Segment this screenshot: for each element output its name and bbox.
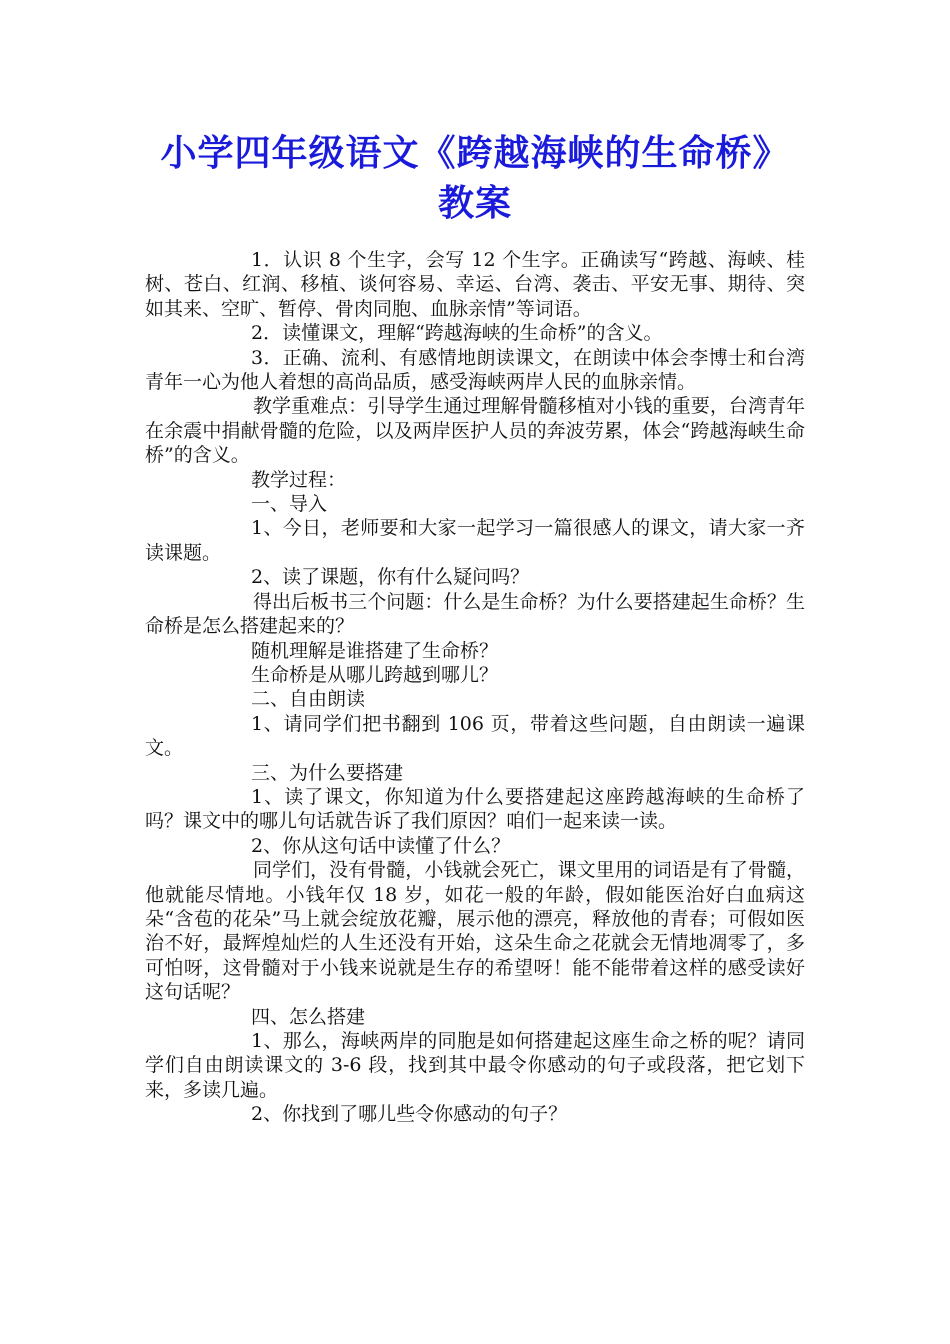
paragraph: 随机理解是谁搭建了生命桥？ (251, 639, 499, 662)
document-body (145, 248, 805, 1127)
section-heading-reading: 二、自由朗读 (251, 688, 366, 711)
paragraph: 1、今日，老师要和大家一起学习一篇很感人的课文，请大家一齐读课题。 (145, 517, 805, 564)
paragraph: 2、读了课题，你有什么疑问吗？ (251, 566, 530, 589)
paragraph-goal-3: 3．正确、流利、有感情地朗读课文，在朗读中体会李博士和台湾青年一心为他人着想的高尚品质，感受海峡两岸人民的血脉亲情。 (145, 346, 805, 394)
paragraph-process-heading: 教学过程： (251, 468, 347, 491)
paragraph: 得出后板书三个问题：什么是生命桥？为什么要搭建起生命桥？生命桥是怎么搭建起来的？ (145, 590, 805, 638)
paragraph: 1、请同学们把书翻到 106 页，带着这些问题，自由朗读一遍课文。 (145, 712, 805, 760)
paragraph: 生命桥是从哪儿跨越到哪儿？ (251, 663, 499, 686)
paragraph: 1、那么，海峡两岸的同胞是如何搭建起这座生命之桥的呢？请同学们自由朗读课文的 3-6 段，找到其中最令你感动的句子或段落，把它划下来，多读几遍。 (145, 1030, 805, 1101)
section-heading-how: 四、怎么搭建 (251, 1005, 366, 1028)
paragraph: 2、你从这句话中读懂了什么？ (251, 834, 511, 857)
paragraph-goal-2: 2．读懂课文，理解“跨越海峡的生命桥”的含义。 (251, 322, 663, 345)
document-title: 小学四年级语文《跨越海峡的生命桥》教案 (160, 132, 790, 224)
paragraph-goal-1: 1．认识 8 个生字，会写 12 个生字。正确读写“跨越、海峡、桂树、苍白、红润、移植、谈何容易、幸运、台湾、袭击、平安无事、期待、突如其来、空旷、暂停、骨肉同胞、血脉亲情”等词语。 (145, 249, 805, 320)
section-heading-intro: 一、导入 (251, 493, 328, 516)
section-heading-why: 三、为什么要搭建 (251, 761, 404, 784)
paragraph: 2、你找到了哪儿些令你感动的句子？ (251, 1103, 568, 1126)
paragraph: 同学们，没有骨髓，小钱就会死亡，课文里用的词语是有了骨髓，他就能尽情地。小钱年仅 18 岁，如花一般的年龄，假如能医治好白血病这朵“含苞的花朵”马上就会绽放花瓣，展示他的漂亮，释放他的青春；可假如医治不好，最辉煌灿烂的人生还没有开始，这朵生命之花就会无情地凋零了，多可怕呀，这骨髓对于小钱来说就是生存的希望呀！能不能带着这样的感受读好这句话呢？ (145, 859, 805, 1004)
paragraph-key-points: 教学重难点：引导学生通过理解骨髓移植对小钱的重要，台湾青年在余震中捐献骨髓的危险，以及两岸医护人员的奔波劳累，体会“跨越海峡生命桥”的含义。 (145, 395, 805, 467)
paragraph: 1、读了课文，你知道为什么要搭建起这座跨越海峡的生命桥了吗？课文中的哪儿句话就告诉了我们原因？咱们一起来读一读。 (145, 785, 805, 833)
